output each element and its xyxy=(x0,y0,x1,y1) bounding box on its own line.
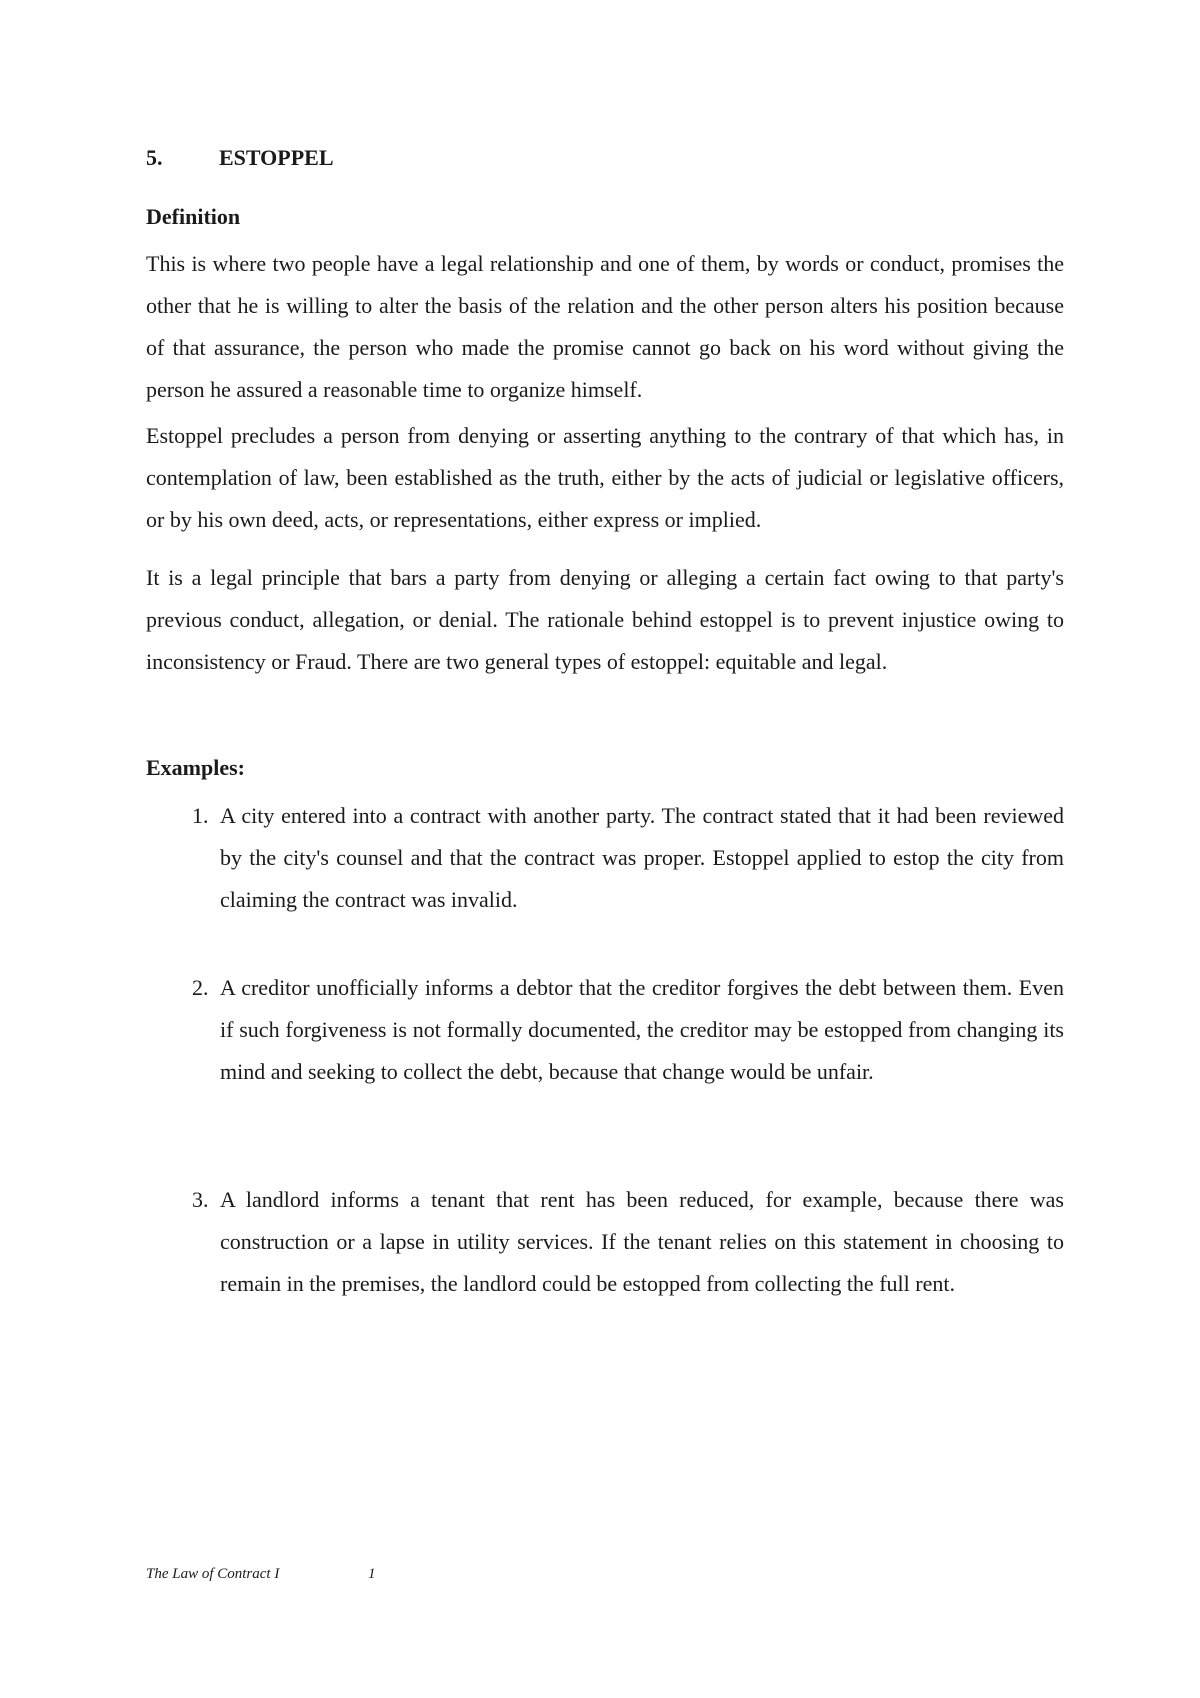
section-title: ESTOPPEL xyxy=(219,145,334,170)
list-marker: 1. xyxy=(192,803,209,828)
definition-paragraph-3: It is a legal principle that bars a party from denying or alleging a certain fact owing to that party's previous conduct, allegation, or denial. The rationale behind estoppel is to prevent injustice owing to inconsistency or Fraud. There are two general types of estoppel: equitable and legal. xyxy=(146,565,1064,674)
list-item-text: A landlord informs a tenant that rent has been reduced, for example, because there was construction or a lapse in utility services. If the tenant relies on this statement in choosing to remain in the premises, the landlord could be estopped from collecting the full rent. xyxy=(220,1187,1064,1296)
footer-title: The Law of Contract I xyxy=(146,1566,280,1582)
examples-heading: Examples: xyxy=(146,755,245,780)
page-number: 1 xyxy=(368,1566,376,1582)
list-item-text: A city entered into a contract with another party. The contract stated that it had been reviewed by the city's counsel and that the contract was proper. Estoppel applied to estop the city from claiming the contract was invalid. xyxy=(220,803,1064,912)
list-item-text: A creditor unofficially informs a debtor that the creditor forgives the debt between them. Even if such forgiveness is not formally documented, the creditor may be estopped from changing its mind and seeking to collect the debt, because that change would be unfair. xyxy=(220,975,1064,1084)
section-number: 5. xyxy=(146,145,163,170)
section-heading xyxy=(146,145,334,171)
list-item xyxy=(146,1179,1064,1305)
list-item xyxy=(146,967,1064,1093)
definition-heading: Definition xyxy=(146,204,241,229)
definition-paragraph-2: Estoppel precludes a person from denying or asserting anything to the contrary of that which has, in contemplation of law, been established as the truth, either by the acts of judicial or legislative officers, or by his own deed, acts, or representations, either express or implied. xyxy=(146,423,1064,532)
list-item xyxy=(146,795,1064,921)
list-marker: 3. xyxy=(192,1187,209,1212)
list-marker: 2. xyxy=(192,975,209,1000)
definition-paragraph-1: This is where two people have a legal relationship and one of them, by words or conduct, promises the other that he is willing to alter the basis of the relation and the other person alters his position because of that assurance, the person who made the promise cannot go back on his word without giving the person he assured a reasonable time to organize himself. xyxy=(146,251,1064,402)
page-footer xyxy=(146,1566,376,1583)
